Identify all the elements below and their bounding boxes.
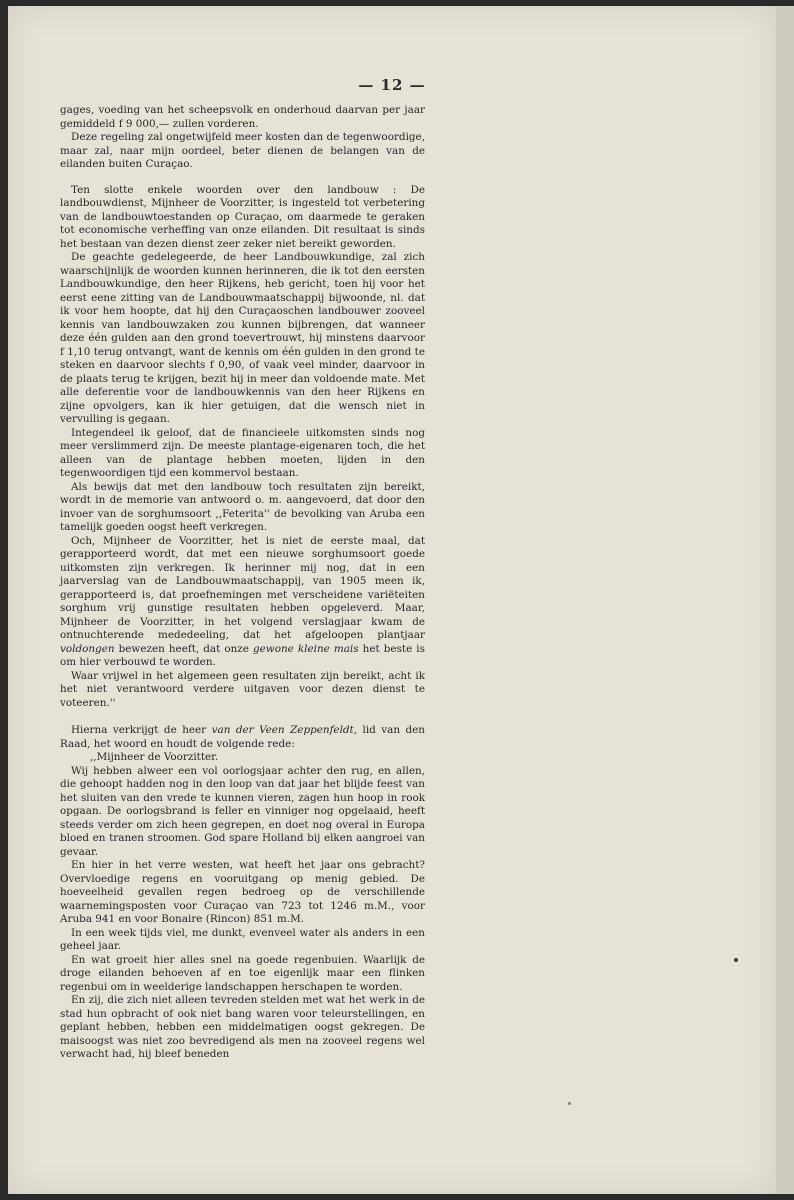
italic-phrase: gewone kleine mais xyxy=(253,642,359,655)
page-number: — 12 — xyxy=(358,76,426,94)
speaker-name: van der Veen Zeppenfeldt, xyxy=(211,724,358,736)
paragraph: En zij, die zich niet alleen tevreden stelden met wat het werk in de stad hun opbracht of ook niet bang waren voor teleurstellingen, en geplant hebben, hebben een middelmatigen oogst gekregen. De maisoogst was niet zoo bevredigend als men na zooveel regens wel verwacht had, hij bleef beneden xyxy=(60,994,425,1060)
paragraph: En hier in het verre westen, wat heeft het jaar ons gebracht? Overvloedige regens en vooruitgang op menig gebied. De hoeveelheid gevallen regen bedroeg op de verschillende waarnemingsposten voor Curaçao van 723 tot 1246 m.M., voor Aruba 941 en voor Bonaire (Rincon) 851 m.M. xyxy=(60,859,425,925)
paragraph: Deze regeling zal ongetwijfeld meer kosten dan de tegenwoordige, maar zal, naar mijn oordeel, beter dienen de belangen van de eilanden buiten Curaçao. xyxy=(60,131,425,170)
paragraph: gages, voeding van het scheepsvolk en onderhoud daarvan per jaar gemiddeld f 9 000,— zullen vorderen. xyxy=(60,104,425,130)
paragraph-text: Hierna verkrijgt de heer xyxy=(71,724,207,736)
paragraph: Waar vrijwel in het algemeen geen resultaten zijn bereikt, acht ik het niet verantwoord verdere uitgaven voor dezen dienst te voteeren.'' xyxy=(60,669,425,709)
paragraph-text: lid van den Raad, het woord en houdt de volgende rede: xyxy=(60,724,425,750)
paragraph: Ten slotte enkele woorden over den landbouw : De landbouwdienst, Mijnheer de Voorzitter, is ingesteld tot verbetering van de landbouwtoestanden op Curaçao, om daarmede te geraken tot economische verheffing van onze eilanden. Dit resultaat is sinds het bestaan van dezen dienst zeer zeker niet bereikt geworden. xyxy=(60,183,425,250)
paragraph xyxy=(60,535,425,670)
page-edge xyxy=(776,6,794,1194)
body-text xyxy=(60,104,425,1062)
paragraph-text: Och, Mijnheer de Voorzitter, het is niet de eerste maal, dat gerapporteerd wordt, dat met een nieuwe sorghumsoort goede uitkomsten zijn verkregen. Ik herinner mij nog, dat in een jaarverslag van de Landbouwmaatschappij, van 1905 meen ik, gerapporteerd is, dat proefnemingen met verscheidene variëteiten sorghum vrij gunstige resultaten hebben opgeleverd. Maar, Mijnheer de Voorzitter, in het volgend verslagjaar kwam de ontnuchterende mededeeling, dat het afgeloopen plantjaar xyxy=(60,534,425,641)
paragraph xyxy=(60,724,425,751)
paragraph-text: bewezen heeft, dat onze xyxy=(118,642,249,655)
ink-speck xyxy=(734,958,738,962)
document-page xyxy=(8,6,776,1194)
paragraph: Integendeel ik geloof, dat de financieele uitkomsten sinds nog meer verslimmerd zijn. De meeste plantage-eigenaren toch, die het alleen van de plantage hebben moeten, lijden in den tegenwoordigen tijd een kommervol bestaan. xyxy=(60,426,425,479)
ink-speck xyxy=(568,1102,571,1105)
paragraph: In een week tijds viel, me dunkt, evenveel water als anders in een geheel jaar. xyxy=(60,926,425,952)
paragraph: Wij hebben alweer een vol oorlogsjaar achter den rug, en allen, die gehoopt hadden nog in den loop van dat jaar het blijde feest van het sluiten van den vrede te kunnen vieren, zagen hun hoop in rook opgaan. De oorlogsbrand is feller en vinniger nog opgelaaid, heeft steeds verder om zich heen gegrepen, en doet nog overal in Europa bloed en tranen stroomen. God spare Holland bij elken aangroei van gevaar. xyxy=(60,764,425,858)
paragraph: De geachte gedelegeerde, de heer Landbouwkundige, zal zich waarschijnlijk de woorden kunnen herinneren, die ik tot den eersten Landbouwkundige, den heer Rijkens, heb gericht, toen hij voor het eerst eene zitting van de Landbouwmaatschappij bijwoonde, nl. dat ik voor hem hoopte, dat hij den Curaçaoschen landbouwer zooveel kennis van landbouwzaken zou kunnen bijbrengen, dat wanneer deze één gulden aan den grond toevertrouwt, hij minstens daarvoor f 1,10 terug ontvangt, want de kennis om één gulden in den grond te steken en daarvoor slechts f 0,90, of vaak veel minder, daarvoor in de plaats terug te krijgen, bezit hij in meer dan voldoende mate. Met alle deferentie voor de landbouwkennis van den heer Rijkens en zijne opvolgers, kan ik hier getuigen, dat die wensch niet in vervulling is gegaan. xyxy=(60,251,425,425)
italic-phrase: voldongen xyxy=(60,642,115,655)
paragraph-text: het beste is om hier verbouwd te worden. xyxy=(60,642,425,668)
paragraph: Als bewijs dat met den landbouw toch resultaten zijn bereikt, wordt in de memorie van antwoord o. m. aangevoerd, dat door den invoer van de sorghumsoort ,,Feterita'' de bevolking van Aruba een tamelijk goeden oogst heeft verkregen. xyxy=(60,480,425,533)
salutation: ,,Mijnheer de Voorzitter. xyxy=(90,751,219,763)
paragraph: En wat groeit hier alles snel na goede regenbuien. Waarlijk de droge eilanden behoeven af en toe eigenlijk maar een flinken regenbui om in weelderige landschappen herschapen te worden. xyxy=(60,953,425,993)
